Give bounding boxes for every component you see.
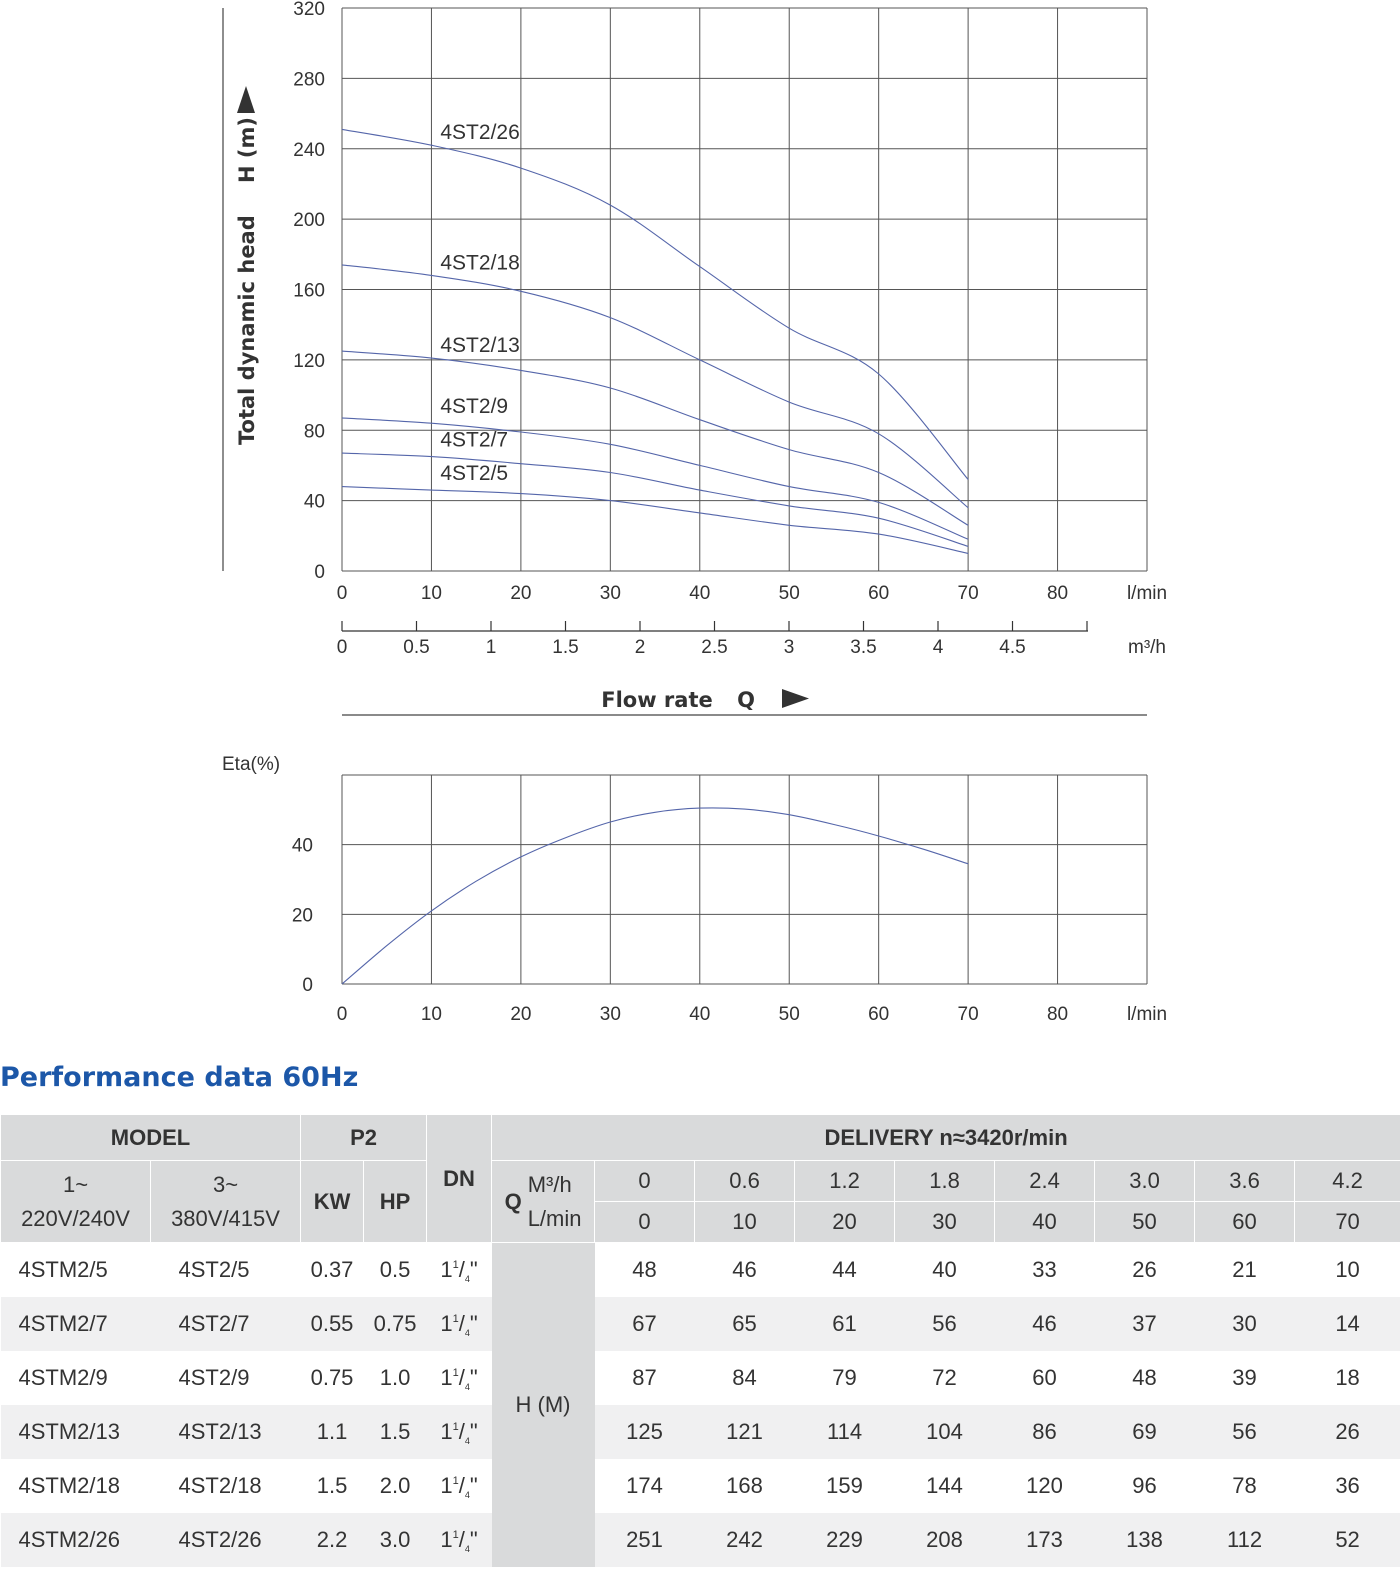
x-tick-label: 80	[1046, 1004, 1069, 1025]
secondary-x-tick-label: 1	[485, 637, 497, 658]
head-value: 121	[695, 1405, 795, 1459]
head-value: 61	[795, 1297, 895, 1351]
dn-size: $1^1/_4$"	[427, 1513, 492, 1567]
x-unit-label: l/min	[1126, 1004, 1168, 1025]
power-hp: 2.0	[379, 1473, 411, 1498]
head-value: 60	[1032, 1365, 1057, 1390]
head-value: 138	[1095, 1513, 1195, 1567]
secondary-x-tick-label: 3	[783, 637, 795, 658]
head-value: 21	[1232, 1257, 1257, 1282]
model-three-phase: 4ST2/9	[178, 1365, 250, 1390]
head-value: 52	[1295, 1513, 1400, 1567]
power-kw: 2.2	[301, 1513, 364, 1567]
header-q-units	[492, 1161, 595, 1243]
x-tick-label: 70	[957, 583, 979, 604]
dn-denominator: 4	[464, 1435, 470, 1446]
lmin-value: 60	[1195, 1202, 1295, 1243]
head-value: 33	[1032, 1257, 1057, 1282]
lmin-value: 70	[1295, 1202, 1400, 1243]
head-value: 44	[832, 1257, 857, 1282]
performance-table-body	[1, 1243, 1400, 1568]
x-axis-symbol: Q	[737, 688, 755, 712]
y-tick-label: 0	[314, 562, 325, 583]
head-value: 104	[895, 1405, 995, 1459]
model-three-phase: 4ST2/18	[178, 1473, 262, 1498]
series-label: 4ST2/26	[440, 121, 520, 145]
model-three-phase: 4ST2/7	[151, 1297, 301, 1351]
dn-numerator: 1	[452, 1366, 459, 1379]
header-p2: P2	[301, 1115, 427, 1161]
series-label: 4ST2/18	[440, 251, 520, 275]
curve-4ST2-26	[342, 129, 968, 479]
single-phase-label: 1~	[62, 1171, 89, 1197]
power-kw: 0.75	[310, 1365, 354, 1390]
secondary-x-tick-label: 4.5	[999, 637, 1026, 658]
x-tick-label: 20	[510, 1004, 532, 1025]
dn-size: $1^1/_4$"	[440, 1364, 478, 1392]
head-value: 168	[726, 1473, 763, 1498]
x-unit-label: l/min	[1126, 583, 1168, 604]
power-kw: 0.55	[301, 1297, 364, 1351]
dn-numerator: 1	[452, 1528, 459, 1541]
secondary-x-unit: m³/h	[1128, 637, 1166, 658]
head-value: 30	[1195, 1297, 1295, 1351]
dn-denominator: 4	[464, 1273, 470, 1284]
m3h-value: 4.2	[1295, 1161, 1400, 1202]
secondary-x-tick-label: 3.5	[850, 637, 877, 658]
head-value: 79	[832, 1365, 857, 1390]
secondary-x-tick-label: 1.5	[552, 637, 579, 658]
x-tick-label: 70	[957, 1004, 979, 1025]
head-value: 86	[995, 1405, 1095, 1459]
head-value: 72	[932, 1365, 957, 1390]
table-row	[1, 1405, 1400, 1459]
header-single-phase	[1, 1161, 151, 1243]
y-tick-label: 160	[293, 280, 325, 302]
header-hp: HP	[364, 1161, 427, 1243]
curve-4ST2-13	[342, 351, 968, 525]
head-value: 46	[732, 1257, 757, 1282]
curve-4ST2-9	[342, 418, 968, 539]
lmin-value: 0	[595, 1202, 695, 1243]
y-tick-label: 20	[291, 905, 313, 927]
power-kw: 1.1	[301, 1405, 364, 1459]
secondary-x-tick-label: 0.5	[403, 637, 430, 658]
x-tick-label: 60	[868, 583, 890, 604]
m3h-value: 3.0	[1095, 1161, 1195, 1202]
secondary-x-tick-label: 0	[336, 637, 348, 658]
head-value: 10	[1335, 1257, 1360, 1282]
m3h-value: 1.8	[895, 1161, 995, 1202]
head-value: 78	[1232, 1473, 1257, 1498]
dn-whole: 1	[440, 1310, 453, 1336]
x-tick-label: 20	[510, 583, 532, 604]
head-chart	[223, 0, 1167, 715]
power-hp: 3.0	[364, 1513, 427, 1567]
efficiency-curve	[342, 808, 968, 984]
y-axis-unit: H (m)	[235, 117, 259, 183]
y-tick-label: 0	[302, 975, 313, 996]
head-value: 114	[795, 1405, 895, 1459]
lmin-value: 50	[1095, 1202, 1195, 1243]
m3h-value: 0	[595, 1161, 695, 1202]
lmin-value: 30	[895, 1202, 995, 1243]
head-value: 87	[632, 1365, 657, 1390]
head-value: 174	[626, 1473, 663, 1498]
head-value: 242	[695, 1513, 795, 1567]
curve-4ST2-7	[342, 453, 968, 546]
model-single-phase: 4STM2/18	[18, 1473, 120, 1498]
head-unit-label: H (M)	[492, 1243, 595, 1568]
power-hp: 0.75	[364, 1297, 427, 1351]
power-kw: 1.5	[316, 1473, 348, 1498]
series-label: 4ST2/7	[440, 428, 509, 452]
head-value: 96	[1132, 1473, 1157, 1498]
efficiency-chart	[222, 754, 1167, 1025]
x-tick-label: 10	[420, 583, 443, 604]
head-value: 120	[1026, 1473, 1063, 1498]
curve-4ST2-5	[342, 487, 968, 554]
head-value: 173	[995, 1513, 1095, 1567]
series-label: 4ST2/5	[440, 462, 509, 486]
table-row	[1, 1513, 1400, 1567]
x-tick-label: 30	[599, 1004, 621, 1025]
y-axis-title: Total dynamic head	[235, 215, 259, 445]
power-hp: 1.0	[379, 1365, 411, 1390]
dn-whole: 1	[440, 1526, 453, 1552]
head-value: 67	[595, 1297, 695, 1351]
header-model: MODEL	[1, 1115, 301, 1161]
series-label: 4ST2/9	[440, 395, 509, 419]
x-tick-label: 40	[689, 583, 711, 604]
dn-size: $1^1/_4$"	[440, 1472, 478, 1500]
head-value: 144	[926, 1473, 963, 1498]
model-three-phase: 4ST2/26	[151, 1513, 301, 1567]
m3h-value: 1.2	[795, 1161, 895, 1202]
y-tick-label: 40	[303, 491, 325, 513]
performance-table	[0, 1114, 1400, 1567]
head-value: 125	[595, 1405, 695, 1459]
performance-table-title: Performance data 60Hz	[0, 1062, 359, 1093]
x-tick-label: 0	[336, 1004, 348, 1025]
dn-numerator: 1	[452, 1474, 459, 1487]
three-phase-label: 3~	[212, 1171, 239, 1197]
header-dn: DN	[427, 1115, 492, 1243]
y-tick-label: 120	[293, 350, 325, 372]
dn-size: $1^1/_4$"	[427, 1405, 492, 1459]
x-tick-label: 0	[336, 583, 348, 604]
model-three-phase: 4ST2/13	[151, 1405, 301, 1459]
lmin-value: 40	[995, 1202, 1095, 1243]
lmin-value: 10	[695, 1202, 795, 1243]
dn-denominator: 4	[464, 1327, 470, 1338]
head-value: 37	[1095, 1297, 1195, 1351]
x-tick-label: 60	[868, 1004, 890, 1025]
power-hp: 1.5	[364, 1405, 427, 1459]
dn-whole: 1	[440, 1364, 453, 1390]
x-tick-label: 40	[689, 1004, 711, 1025]
model-single-phase: 4STM2/26	[1, 1513, 151, 1567]
model-single-phase: 4STM2/7	[1, 1297, 151, 1351]
head-value: 56	[1195, 1405, 1295, 1459]
dn-denominator: 4	[464, 1381, 470, 1392]
head-value: 26	[1295, 1405, 1400, 1459]
header-three-phase	[151, 1161, 301, 1243]
head-value: 18	[1335, 1365, 1360, 1390]
head-value: 39	[1232, 1365, 1257, 1390]
power-kw: 0.37	[310, 1257, 354, 1282]
x-tick-label: 30	[599, 583, 621, 604]
y-axis-title: Eta(%)	[222, 754, 281, 775]
x-tick-label: 10	[420, 1004, 443, 1025]
x-tick-label: 80	[1046, 583, 1069, 604]
dn-whole: 1	[440, 1472, 453, 1498]
dn-size: $1^1/_4$"	[440, 1256, 478, 1284]
m3h-value: 3.6	[1195, 1161, 1295, 1202]
y-tick-label: 40	[291, 835, 313, 857]
table-row	[1, 1351, 1400, 1405]
dn-size: $1^1/_4$"	[427, 1297, 492, 1351]
head-value: 56	[895, 1297, 995, 1351]
header-delivery: DELIVERY n≈3420r/min	[492, 1115, 1400, 1161]
head-value: 208	[895, 1513, 995, 1567]
y-tick-label: 200	[293, 210, 325, 232]
head-value: 112	[1195, 1513, 1295, 1567]
head-value: 48	[1132, 1365, 1157, 1390]
model-single-phase: 4STM2/13	[1, 1405, 151, 1459]
y-tick-label: 240	[293, 139, 325, 161]
header-kw: KW	[301, 1161, 364, 1243]
y-tick-label: 80	[303, 421, 325, 443]
unit-m3h: M³/h	[527, 1171, 572, 1197]
x-axis-title: Flow rate	[601, 688, 713, 712]
series-label: 4ST2/13	[440, 334, 520, 358]
head-value: 159	[826, 1473, 863, 1498]
y-axis-arrow-icon	[237, 86, 255, 113]
head-value: 26	[1132, 1257, 1157, 1282]
model-three-phase: 4ST2/5	[178, 1257, 250, 1282]
secondary-x-tick-label: 2.5	[701, 637, 728, 658]
power-hp: 0.5	[379, 1257, 411, 1282]
model-single-phase: 4STM2/5	[18, 1257, 108, 1282]
dn-denominator: 4	[464, 1489, 470, 1500]
y-tick-label: 320	[293, 0, 325, 20]
x-tick-label: 50	[778, 583, 800, 604]
head-value: 251	[595, 1513, 695, 1567]
head-value: 46	[995, 1297, 1095, 1351]
dn-numerator: 1	[452, 1258, 459, 1271]
dn-denominator: 4	[464, 1543, 470, 1554]
x-tick-label: 50	[778, 1004, 800, 1025]
lmin-value: 20	[795, 1202, 895, 1243]
table-row	[1, 1243, 1400, 1298]
head-value: 229	[795, 1513, 895, 1567]
head-value: 65	[695, 1297, 795, 1351]
header-q: Q	[504, 1188, 522, 1214]
y-tick-label: 280	[293, 69, 325, 91]
head-value: 40	[932, 1257, 957, 1282]
dn-whole: 1	[440, 1256, 453, 1282]
dn-numerator: 1	[452, 1312, 459, 1325]
unit-lmin: L/min	[527, 1205, 582, 1231]
secondary-x-tick-label: 2	[634, 637, 646, 658]
three-phase-voltage: 380V/415V	[171, 1205, 280, 1231]
secondary-x-tick-label: 4	[932, 637, 944, 658]
model-single-phase: 4STM2/9	[18, 1365, 108, 1390]
head-value: 69	[1095, 1405, 1195, 1459]
m3h-value: 0.6	[695, 1161, 795, 1202]
head-value: 36	[1335, 1473, 1360, 1498]
head-value: 48	[632, 1257, 657, 1282]
dn-numerator: 1	[452, 1420, 459, 1433]
dn-whole: 1	[440, 1418, 453, 1444]
x-axis-arrow-icon	[782, 689, 809, 708]
head-value: 14	[1295, 1297, 1400, 1351]
m3h-value: 2.4	[995, 1161, 1095, 1202]
single-phase-voltage: 220V/240V	[21, 1205, 130, 1231]
head-value: 84	[732, 1365, 757, 1390]
table-row	[1, 1297, 1400, 1351]
table-row	[1, 1459, 1400, 1513]
